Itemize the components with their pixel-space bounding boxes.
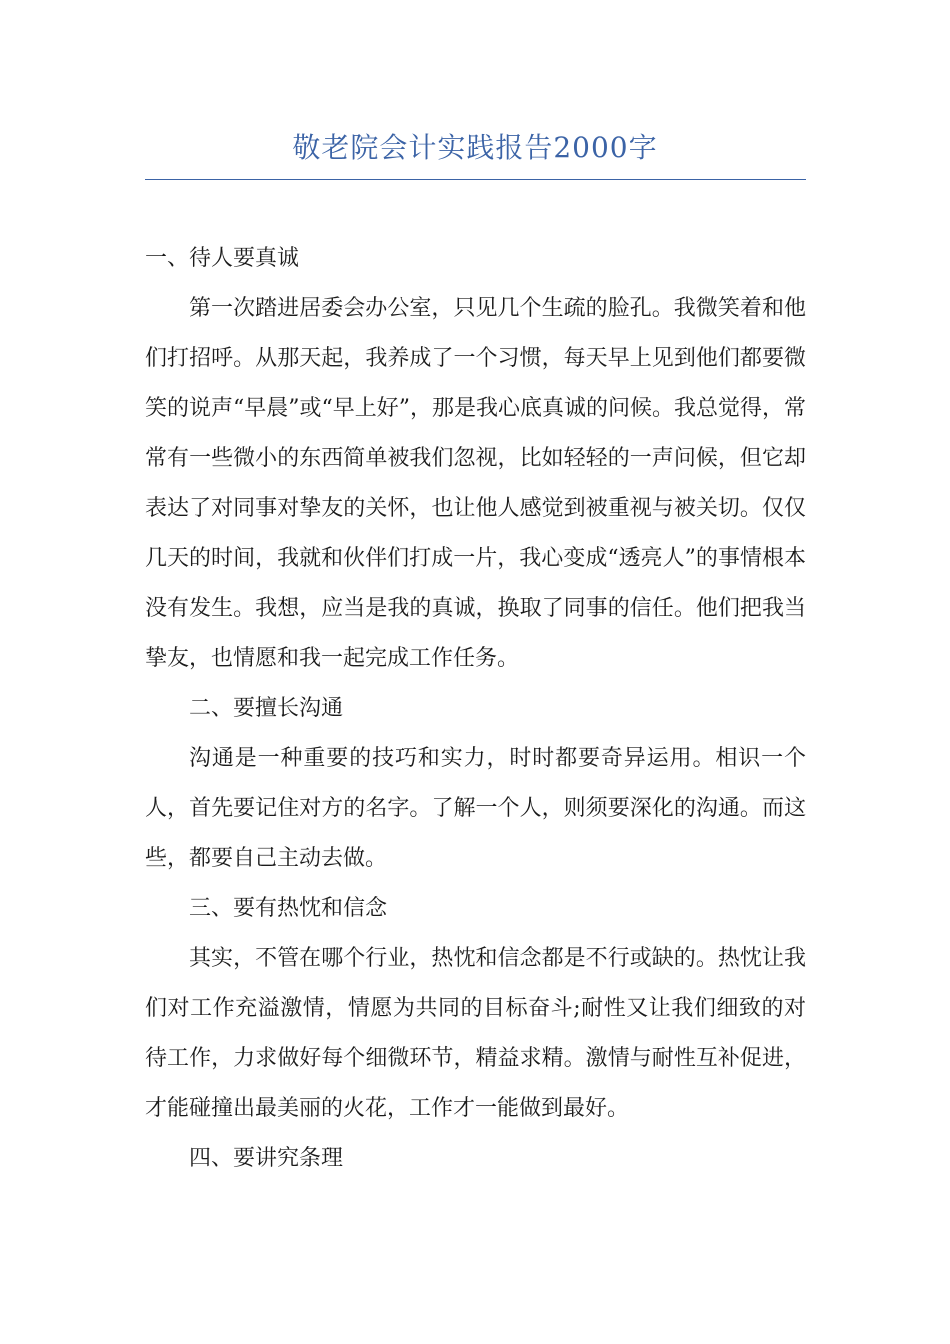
section-heading-4: 四、要讲究条理	[189, 1146, 344, 1171]
paragraph-2: 沟通是一种重要的技巧和实力，时时都要奇异运用。相识一个人，首先要记住对方的名字。了解一个人，则须要深化的沟通。而这些，都要自己主动去做。	[145, 746, 806, 871]
document-title: 敬老院会计实践报告2000字	[292, 131, 658, 164]
document-body	[145, 234, 806, 1184]
paragraph-3: 其实，不管在哪个行业，热忱和信念都是不行或缺的。热忱让我们对工作充溢激情，情愿为共同的目标奋斗;耐性又让我们细致的对待工作，力求做好每个细微环节，精益求精。激情与耐性互补促进，才能碰撞出最美丽的火花，工作才一能做到最好。	[145, 946, 806, 1121]
section-heading-2: 二、要擅长沟通	[189, 696, 344, 721]
title-underline	[145, 179, 806, 180]
paragraph-1: 第一次踏进居委会办公室，只见几个生疏的脸孔。我微笑着和他们打招呼。从那天起，我养成了一个习惯，每天早上见到他们都要微笑的说声“早晨”或“早上好”，那是我心底真诚的问候。我总觉得，常常有一些微小的东西简单被我们忽视，比如轻轻的一声问候，但它却表达了对同事对挚友的关怀，也让他人感觉到被重视与被关切。仅仅几天的时间，我就和伙伴们打成一片，我心变成“透亮人”的事情根本没有发生。我想，应当是我的真诚，换取了同事的信任。他们把我当挚友，也情愿和我一起完成工作任务。	[145, 296, 806, 671]
section-heading-1: 一、待人要真诚	[145, 246, 300, 271]
section-heading-3: 三、要有热忱和信念	[189, 896, 388, 921]
